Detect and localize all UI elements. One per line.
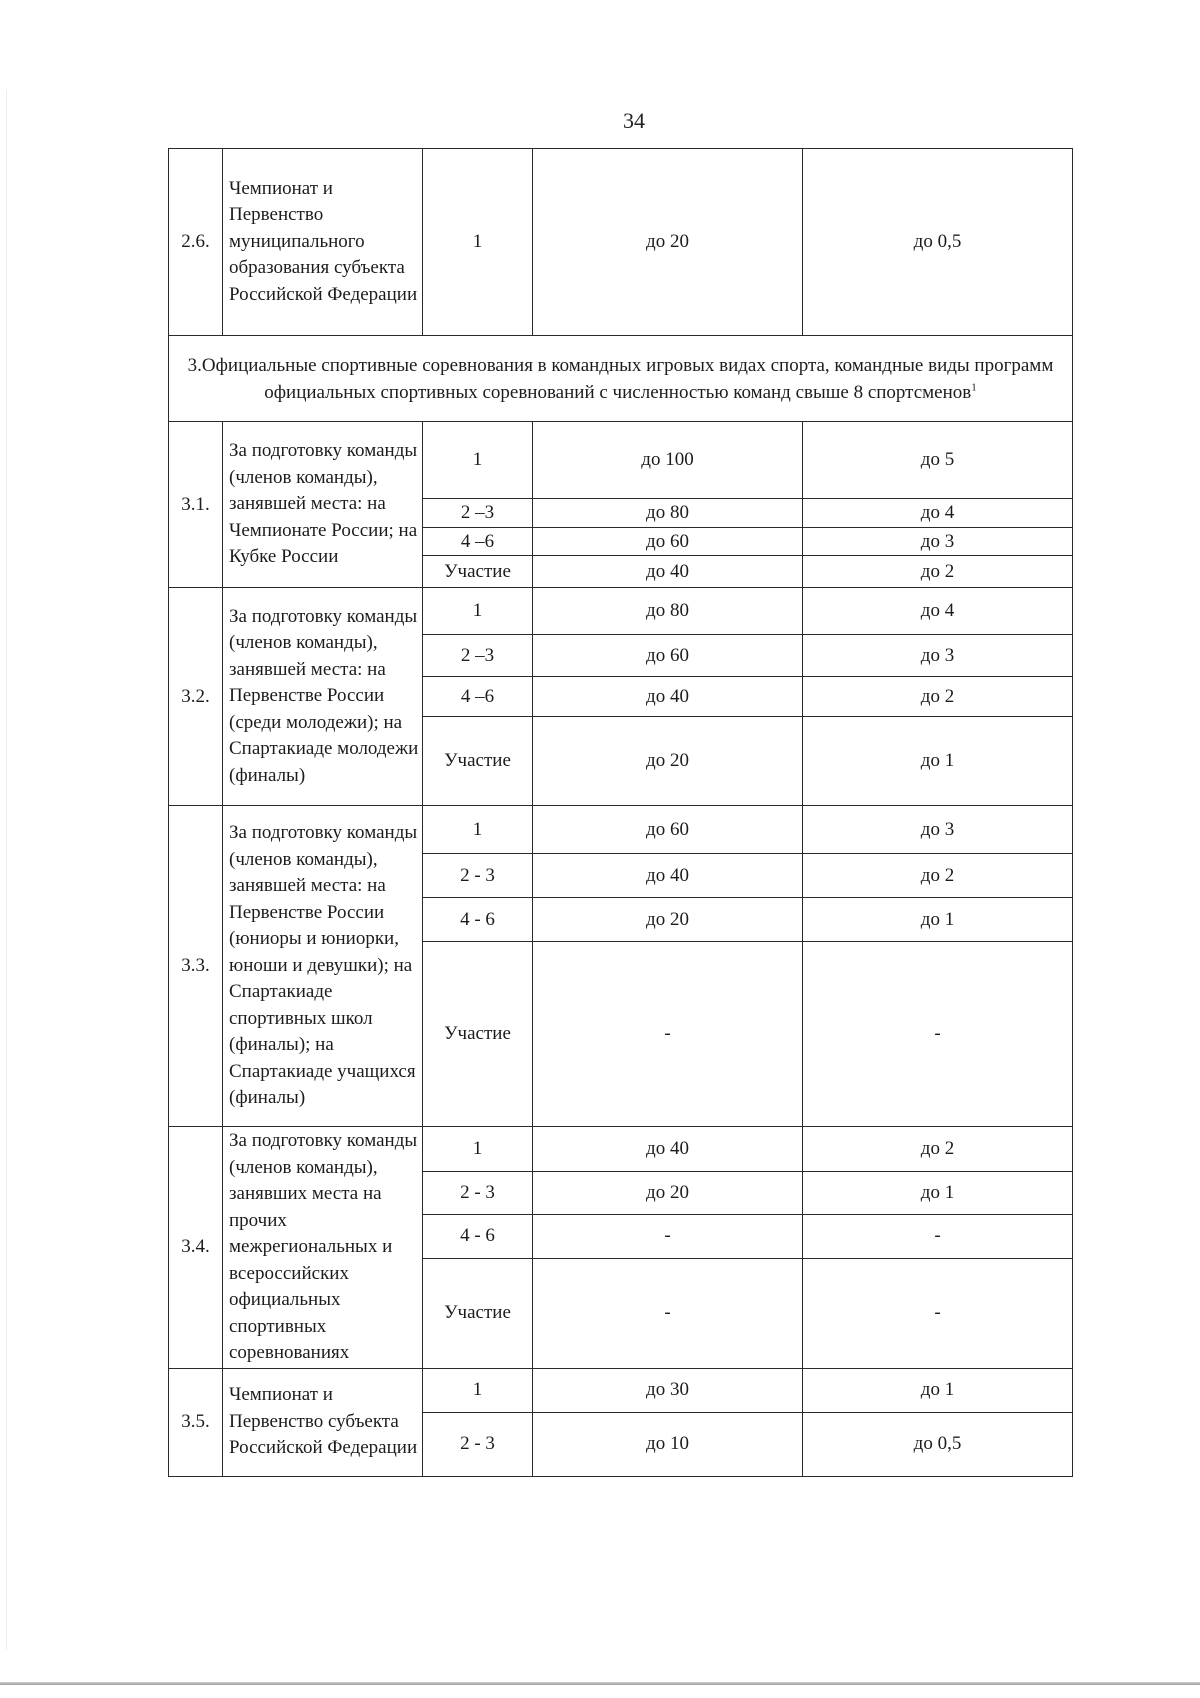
value-cell: до 10 [533,1412,803,1476]
place-cell: 1 [423,1368,533,1412]
table-row [169,149,1073,336]
value-cell: до 100 [533,422,803,499]
value-cell: до 2 [803,677,1073,717]
value-cell: - [803,942,1073,1127]
value-cell: до 0,5 [803,1412,1073,1476]
place-cell: 2 –3 [423,635,533,677]
value-cell: до 80 [533,499,803,528]
value-cell: до 40 [533,854,803,898]
table-row [169,588,1073,635]
value-cell: - [533,942,803,1127]
place-cell: Участие [423,556,533,588]
row-number: 3.1. [169,422,223,588]
value-cell: - [803,1258,1073,1368]
place-cell: 2 - 3 [423,1172,533,1214]
place-cell: 4 - 6 [423,898,533,942]
place-cell: 1 [423,422,533,499]
row-description: За подготовку команды (членов команды), занявшей места: на Чемпионате России; на Кубке России [223,422,423,588]
value-cell: до 3 [803,635,1073,677]
place-cell: 4 - 6 [423,1214,533,1258]
value-cell: до 3 [803,806,1073,854]
row-number: 3.4. [169,1127,223,1369]
value-cell: - [803,1214,1073,1258]
value-cell: до 40 [533,677,803,717]
value-cell: до 3 [803,528,1073,556]
table-row [169,806,1073,854]
value-cell: до 4 [803,588,1073,635]
row-description: За подготовку команды (членов команды), занявших места на прочих межрегиональных и всероссийских официальных спортивных соревнованиях [223,1127,423,1369]
value-cell: до 20 [533,898,803,942]
table-row [169,1127,1073,1172]
table-row [169,1368,1073,1412]
value-cell: до 20 [533,1172,803,1214]
value-cell: до 40 [533,1127,803,1172]
value-cell: до 2 [803,854,1073,898]
place-cell: 1 [423,806,533,854]
value-cell: до 1 [803,1368,1073,1412]
value-cell: до 80 [533,588,803,635]
value-cell: до 1 [803,717,1073,806]
row-number: 2.6. [169,149,223,336]
value-cell: до 2 [803,556,1073,588]
value-cell: до 20 [533,717,803,806]
row-description: Чемпионат и Первенство субъекта Российской Федерации [223,1368,423,1476]
section-heading-text: 3.Официальные спортивные соревнования в командных игровых видах спорта, командные виды программ официальных спортивных соревнований с численностью команд свыше 8 спортсменов [187,354,1054,403]
page-number: 34 [623,108,645,133]
value-cell: до 30 [533,1368,803,1412]
value-cell: до 2 [803,1127,1073,1172]
place-cell: Участие [423,942,533,1127]
place-cell: 4 –6 [423,677,533,717]
scan-edge-mark [6,90,7,1650]
place-cell: 1 [423,149,533,336]
place-cell: 2 - 3 [423,854,533,898]
value-cell: до 60 [533,635,803,677]
place-cell: 2 –3 [423,499,533,528]
value-cell: до 0,5 [803,149,1073,336]
value-cell: - [533,1258,803,1368]
value-cell: до 4 [803,499,1073,528]
value-cell: до 40 [533,556,803,588]
value-cell: до 60 [533,806,803,854]
value-cell: - [533,1214,803,1258]
value-cell: до 1 [803,1172,1073,1214]
place-cell: 1 [423,1127,533,1172]
value-cell: до 5 [803,422,1073,499]
place-cell: 4 –6 [423,528,533,556]
row-number: 3.5. [169,1368,223,1476]
sports-awards-table [168,148,1073,1477]
value-cell: до 1 [803,898,1073,942]
section-header-row [169,336,1073,422]
footnote-marker: 1 [971,381,977,394]
section-heading [169,336,1073,422]
value-cell: до 20 [533,149,803,336]
row-number: 3.2. [169,588,223,806]
row-number: 3.3. [169,806,223,1127]
table-row [169,422,1073,499]
row-description: За подготовку команды (членов команды), занявшей места: на Первенстве России (среди молодежи); на Спартакиаде молодежи (финалы) [223,588,423,806]
place-cell: Участие [423,717,533,806]
row-description: За подготовку команды (членов команды), занявшей места: на Первенстве России (юниоры и юниорки, юноши и девушки); на Спартакиаде спортивных школ (финалы); на Спартакиаде учащихся (финалы) [223,806,423,1127]
bottom-edge-rule [0,1682,1200,1685]
place-cell: Участие [423,1258,533,1368]
row-description: Чемпионат и Первенство муниципального образования субъекта Российской Федерации [223,149,423,336]
place-cell: 1 [423,588,533,635]
place-cell: 2 - 3 [423,1412,533,1476]
value-cell: до 60 [533,528,803,556]
